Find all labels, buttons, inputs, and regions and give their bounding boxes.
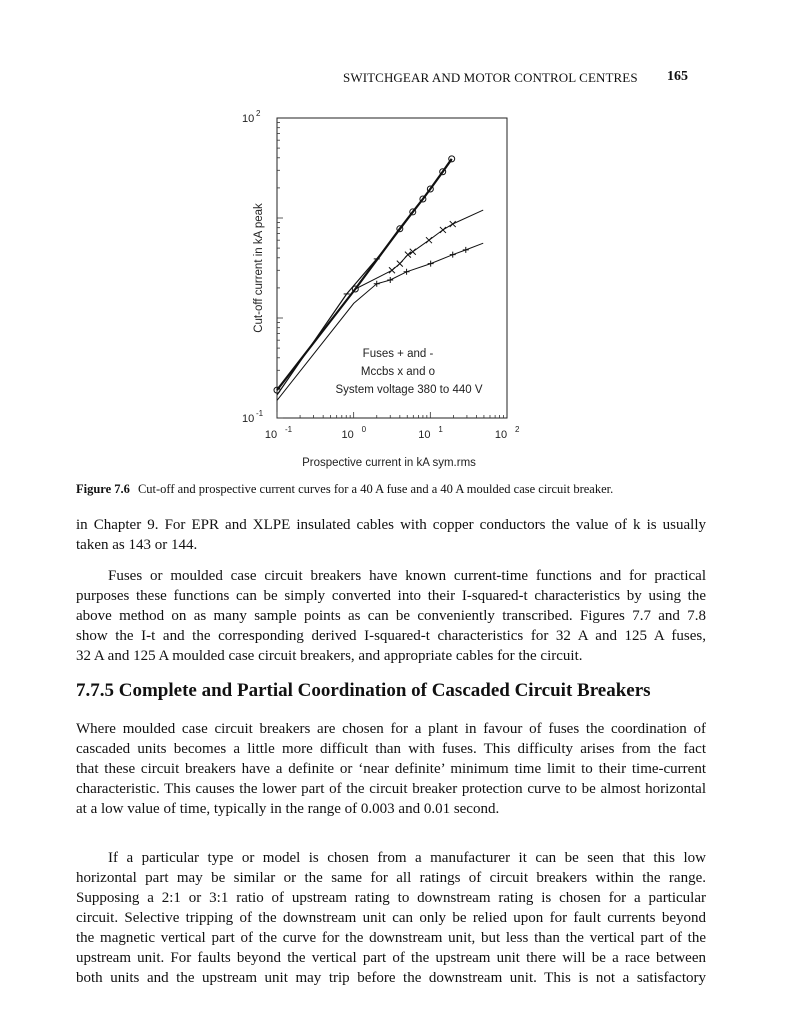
figure-label: Figure 7.6 <box>76 482 130 496</box>
text-line: above method on as many sample points as can be conveniently transcribed. Figures 7.7 and 7.8 <box>76 608 706 624</box>
text-line: the magnetic vertical part of the curve for the downstream unit, but less than the vertical part of the <box>76 930 706 946</box>
x-tick-exponent: -1 <box>285 425 293 434</box>
text-line: both units and the upstream unit may trip before the downstream unit. This is not a satisfactory <box>76 970 706 986</box>
text-line: that these circuit breakers have a definite or ‘near definite’ minimum time limit to their time-current <box>76 761 706 777</box>
y-tick-label: 10 <box>242 113 255 125</box>
y-tick-exponent: 2 <box>256 109 261 118</box>
x-tick-exponent: 2 <box>515 425 520 434</box>
figure-caption-text: Cut-off and prospective current curves for a 40 A fuse and a 40 A moulded case circuit breaker. <box>137 482 614 496</box>
marker-cross <box>450 221 456 227</box>
marker-cross <box>440 227 446 233</box>
marker-plus <box>387 277 393 283</box>
y-tick-exponent: -1 <box>256 409 264 418</box>
y-tick-label: 10 <box>242 413 255 425</box>
text-line: Supposing a 2:1 or 3:1 ratio of upstream rating to downstream rating is chosen for a particular <box>76 890 706 906</box>
paragraph-2 <box>76 566 706 666</box>
legend-mccbs: Mccbs x and o <box>360 366 436 378</box>
marker-cross <box>397 261 403 267</box>
text-line: characteristic. This causes the lower part of the circuit breaker protection curve to be almost horizontal <box>76 781 706 797</box>
cutoff-current-chart <box>0 0 786 480</box>
text-line: at a low value of time, typically in the range of 0.003 and 0.01 second. <box>76 801 500 817</box>
x-tick-exponent: 0 <box>361 425 367 434</box>
x-tick-exponent: 1 <box>438 425 443 434</box>
x-tick-label: 10 <box>264 429 278 441</box>
x-axis-label: Prospective current in kA sym.rms <box>302 457 476 469</box>
section-heading: 7.7.5 Complete and Partial Coordination of Cascaded Circuit Breakers <box>76 680 651 701</box>
x-tick-label: 10 <box>341 429 354 441</box>
text-line: cascaded units becomes a little more difficult than with fuses. This difficulty arises from the fact <box>76 741 706 757</box>
paragraph-3 <box>76 719 706 819</box>
page-number: 165 <box>667 69 688 84</box>
text-line: show the I-t and the corresponding derived I-squared-t characteristics for 32 A and 125 A fuses, <box>76 628 706 644</box>
paragraph-4 <box>76 848 706 988</box>
figure-caption <box>76 482 716 497</box>
legend-voltage: System voltage 380 to 440 V <box>335 384 483 396</box>
text-line: Fuses or moulded case circuit breakers have known current-time functions and for practical <box>108 568 706 584</box>
text-line: circuit. Selective tripping of the downstream unit can only be relied upon for fault currents beyond <box>76 910 706 926</box>
marker-cross <box>426 237 432 243</box>
paragraph-1 <box>76 515 706 555</box>
y-axis-label: Cut-off current in kA peak <box>253 203 265 333</box>
text-line: If a particular type or model is chosen from a manufacturer it can be seen that this low <box>108 850 706 866</box>
legend <box>335 348 482 396</box>
text-line: upstream unit. For faults beyond the vertical part of the upstream unit there will be a race between <box>76 950 706 966</box>
text-line: purposes these functions can be simply converted into their I-squared-t characteristics by using the <box>76 588 706 604</box>
marker-plus <box>404 269 410 275</box>
x-tick-label: 10 <box>418 429 431 441</box>
legend-fuses: Fuses + and - <box>362 348 434 360</box>
marker-plus <box>428 261 434 267</box>
text-line: in Chapter 9. For EPR and XLPE insulated cables with copper conductors the value of k is usually <box>76 517 706 533</box>
x-tick-label: 10 <box>494 429 508 441</box>
marker-cross <box>389 267 395 273</box>
marker-plus <box>450 252 456 258</box>
text-line: 32 A and 125 A moulded case circuit breakers, and appropriate cables for the circuit. <box>76 648 583 664</box>
text-line: Where moulded case circuit breakers are chosen for a plant in favour of fuses the coordination of <box>76 721 706 737</box>
text-line: horizontal part may be similar or the same for all ratings of circuit breakers within the range. <box>76 870 706 886</box>
text-line: taken as 143 or 144. <box>76 537 198 553</box>
marker-plus <box>463 247 469 253</box>
running-title: SWITCHGEAR AND MOTOR CONTROL CENTRES <box>343 70 638 85</box>
